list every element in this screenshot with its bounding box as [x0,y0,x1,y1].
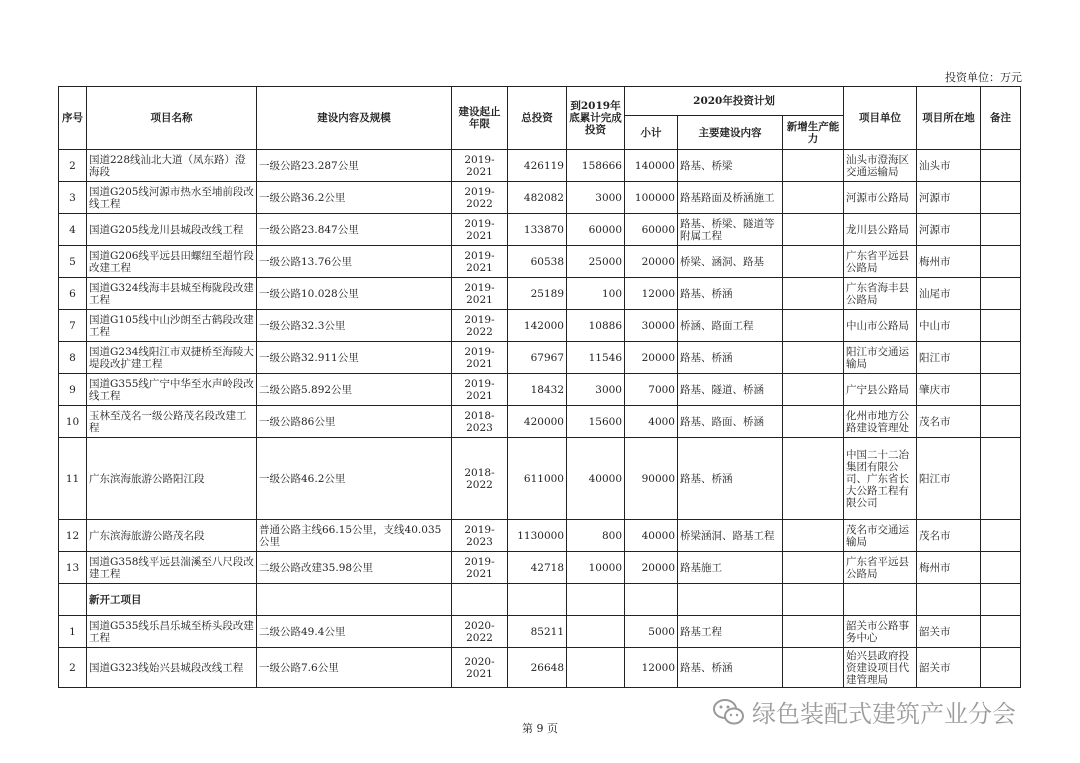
cell-unit: 广东省平远县公路局 [844,246,917,278]
table-row [59,278,1021,310]
cell-remark [981,520,1021,552]
cell-cumulative: 40000 [567,438,625,520]
cell-remark [981,342,1021,374]
watermark-text: 绿色装配式建筑产业分会 [752,700,1016,728]
table-row [59,182,1021,214]
cell-seq: 10 [59,406,87,438]
cell-cumulative [567,616,625,648]
cell-new-capacity [783,374,844,406]
cell-seq: 1 [59,616,87,648]
header-plan-2020: 2020年投资计划 [625,87,844,116]
investment-plan-table [58,86,1021,688]
cell-main-content: 路基、桥涵 [678,278,783,310]
cell-remark [981,214,1021,246]
table-row [59,406,1021,438]
cell-new-capacity [783,520,844,552]
cell-main-content: 桥梁、涵洞、路基 [678,246,783,278]
cell-content: 二级公路49.4公里 [257,616,452,648]
cell-new-capacity [783,406,844,438]
cell-subtotal: 140000 [625,150,678,182]
cell-name: 国道G205线河源市热水至埔前段改线工程 [87,182,257,214]
cell-cumulative: 800 [567,520,625,552]
table-row [59,342,1021,374]
cell-remark [981,552,1021,584]
cell-subtotal: 20000 [625,342,678,374]
cell-total: 26648 [508,648,567,688]
cell-cumulative: 10000 [567,552,625,584]
cell-location: 韶关市 [917,648,981,688]
cell-total: 133870 [508,214,567,246]
cell-main-content: 桥涵、路面工程 [678,310,783,342]
cell-name: 广东滨海旅游公路茂名段 [87,520,257,552]
cell-name: 国道G206线平远县田螺纽至超竹段改建工程 [87,246,257,278]
table-row [59,374,1021,406]
cell-remark [981,616,1021,648]
cell-subtotal: 100000 [625,182,678,214]
cell-new-capacity [783,182,844,214]
header-main-content: 主要建设内容 [678,116,783,150]
cell-total: 85211 [508,616,567,648]
cell-cumulative: 3000 [567,182,625,214]
cell-unit: 始兴县政府投资建设项目代建管理局 [844,648,917,688]
header-total: 总投资 [508,87,567,150]
cell-content: 二级公路改建35.98公里 [257,552,452,584]
table-row [59,552,1021,584]
cell-remark [981,438,1021,520]
cell-remark [981,648,1021,688]
cell-content: 一级公路23.287公里 [257,150,452,182]
empty-cell [625,584,678,616]
cell-new-capacity [783,438,844,520]
cell-years: 2019-2021 [452,246,508,278]
cell-total: 1130000 [508,520,567,552]
cell-unit: 中山市公路局 [844,310,917,342]
cell-unit: 龙川县公路局 [844,214,917,246]
cell-seq: 8 [59,342,87,374]
cell-years: 2019-2022 [452,310,508,342]
cell-location: 汕尾市 [917,278,981,310]
cell-new-capacity [783,278,844,310]
cell-name: 国道G105线中山沙朗至古鹤段改建工程 [87,310,257,342]
cell-new-capacity [783,552,844,584]
cell-name: 国道G358线平远县湍溪至八尺段改建工程 [87,552,257,584]
cell-location: 肇庆市 [917,374,981,406]
cell-subtotal: 90000 [625,438,678,520]
cell-cumulative: 100 [567,278,625,310]
cell-subtotal: 20000 [625,552,678,584]
cell-main-content: 路基工程 [678,616,783,648]
header-new-capacity: 新增生产能力 [783,116,844,150]
header-name: 项目名称 [87,87,257,150]
cell-location: 汕头市 [917,150,981,182]
cell-new-capacity [783,616,844,648]
cell-name: 国道G234线阳江市双捷桥至海陵大堤段改扩建工程 [87,342,257,374]
cell-content: 一级公路23.847公里 [257,214,452,246]
cell-years: 2020-2022 [452,616,508,648]
cell-remark [981,406,1021,438]
cell-main-content: 路基、桥涵 [678,438,783,520]
cell-main-content: 路基、桥涵 [678,342,783,374]
cell-subtotal: 4000 [625,406,678,438]
table-row [59,214,1021,246]
cell-location: 梅州市 [917,552,981,584]
wechat-icon [712,697,746,727]
cell-subtotal: 12000 [625,648,678,688]
cell-seq: 7 [59,310,87,342]
cell-name: 国道G323线始兴县城段改线工程 [87,648,257,688]
empty-cell [452,584,508,616]
cell-name: 玉林至茂名一级公路茂名段改建工程 [87,406,257,438]
cell-content: 一级公路36.2公里 [257,182,452,214]
table-row [59,520,1021,552]
cell-content: 一级公路32.911公里 [257,342,452,374]
section-title: 新开工项目 [87,584,257,616]
cell-content: 一级公路13.76公里 [257,246,452,278]
empty-cell [508,584,567,616]
empty-cell [783,584,844,616]
header-remark: 备注 [981,87,1021,150]
cell-content: 一级公路46.2公里 [257,438,452,520]
header-years: 建设起止年限 [452,87,508,150]
cell-new-capacity [783,342,844,374]
cell-years: 2019-2023 [452,520,508,552]
cell-remark [981,182,1021,214]
cell-years: 2019-2021 [452,150,508,182]
cell-years: 2020-2021 [452,648,508,688]
cell-content: 一级公路32.3公里 [257,310,452,342]
cell-location: 梅州市 [917,246,981,278]
cell-name: 国道G535线乐昌乐城至桥头段改建工程 [87,616,257,648]
cell-seq: 12 [59,520,87,552]
cell-location: 阳江市 [917,438,981,520]
table-row [59,616,1021,648]
cell-seq: 9 [59,374,87,406]
table-row [59,438,1021,520]
cell-total: 142000 [508,310,567,342]
cell-main-content: 路基、隧道、桥涵 [678,374,783,406]
cell-unit: 化州市地方公路建设管理处 [844,406,917,438]
cell-content: 一级公路86公里 [257,406,452,438]
page-number: 第 9 页 [522,722,558,735]
cell-total: 611000 [508,438,567,520]
cell-unit: 广宁县公路局 [844,374,917,406]
cell-location: 阳江市 [917,342,981,374]
cell-name: 广东滨海旅游公路阳江段 [87,438,257,520]
cell-name: 国道228线汕北大道（凤东路）澄海段 [87,150,257,182]
cell-seq: 2 [59,648,87,688]
table-row [59,310,1021,342]
cell-seq: 5 [59,246,87,278]
cell-cumulative: 3000 [567,374,625,406]
cell-name: 国道G324线海丰县城至梅陇段改建工程 [87,278,257,310]
cell-seq: 13 [59,552,87,584]
cell-total: 426119 [508,150,567,182]
cell-subtotal: 12000 [625,278,678,310]
cell-total: 18432 [508,374,567,406]
cell-remark [981,246,1021,278]
header-seq: 序号 [59,87,87,150]
header-location: 项目所在地 [917,87,981,150]
cell-location: 茂名市 [917,406,981,438]
cell-years: 2018-2022 [452,438,508,520]
cell-name: 国道G205线龙川县城段改线工程 [87,214,257,246]
table-row [59,246,1021,278]
cell-total: 60538 [508,246,567,278]
cell-years: 2018-2023 [452,406,508,438]
cell-new-capacity [783,648,844,688]
cell-location: 河源市 [917,182,981,214]
cell-new-capacity [783,150,844,182]
empty-cell [567,584,625,616]
cell-subtotal: 60000 [625,214,678,246]
cell-total: 482082 [508,182,567,214]
investment-unit-label: 投资单位：万元 [945,71,1022,84]
cell-name: 国道G355线广宁中华至水声岭段改线工程 [87,374,257,406]
watermark [712,694,1016,729]
cell-unit: 广东省海丰县公路局 [844,278,917,310]
cell-subtotal: 30000 [625,310,678,342]
cell-total: 25189 [508,278,567,310]
cell-cumulative: 10886 [567,310,625,342]
cell-new-capacity [783,214,844,246]
cell-location: 韶关市 [917,616,981,648]
cell-unit: 韶关市公路事务中心 [844,616,917,648]
cell-seq: 2 [59,150,87,182]
empty-cell [257,584,452,616]
cell-content: 一级公路7.6公里 [257,648,452,688]
cell-new-capacity [783,310,844,342]
table-row [59,150,1021,182]
section-row [59,584,1021,616]
cell-remark [981,310,1021,342]
cell-seq: 3 [59,182,87,214]
cell-main-content: 路基、路面、桥涵 [678,406,783,438]
cell-total: 420000 [508,406,567,438]
table-row [59,648,1021,688]
cell-unit: 汕头市澄海区交通运输局 [844,150,917,182]
cell-cumulative: 158666 [567,150,625,182]
cell-main-content: 路基、桥梁 [678,150,783,182]
empty-cell [59,584,87,616]
cell-years: 2019-2021 [452,214,508,246]
cell-new-capacity [783,246,844,278]
cell-cumulative: 11546 [567,342,625,374]
cell-subtotal: 7000 [625,374,678,406]
cell-seq: 6 [59,278,87,310]
cell-unit: 河源市公路局 [844,182,917,214]
cell-years: 2019-2021 [452,342,508,374]
cell-location: 河源市 [917,214,981,246]
empty-cell [678,584,783,616]
cell-unit: 广东省平远县公路局 [844,552,917,584]
cell-unit: 茂名市交通运输局 [844,520,917,552]
empty-cell [981,584,1021,616]
cell-total: 67967 [508,342,567,374]
cell-main-content: 桥梁涵洞、路基工程 [678,520,783,552]
header-content: 建设内容及规模 [257,87,452,150]
cell-content: 一级公路10.028公里 [257,278,452,310]
cell-main-content: 路基施工 [678,552,783,584]
cell-location: 茂名市 [917,520,981,552]
cell-main-content: 路基、桥涵 [678,648,783,688]
cell-years: 2019-2021 [452,278,508,310]
cell-remark [981,374,1021,406]
cell-seq: 11 [59,438,87,520]
empty-cell [844,584,917,616]
empty-cell [917,584,981,616]
cell-subtotal: 5000 [625,616,678,648]
cell-unit: 中国二十二冶集团有限公司、广东省长大公路工程有限公司 [844,438,917,520]
cell-content: 普通公路主线66.15公里，支线40.035公里 [257,520,452,552]
header-subtotal: 小计 [625,116,678,150]
cell-main-content: 路基、桥梁、隧道等附属工程 [678,214,783,246]
cell-remark [981,278,1021,310]
cell-subtotal: 20000 [625,246,678,278]
cell-cumulative: 60000 [567,214,625,246]
cell-content: 二级公路5.892公里 [257,374,452,406]
cell-years: 2019-2022 [452,182,508,214]
cell-location: 中山市 [917,310,981,342]
cell-cumulative: 25000 [567,246,625,278]
cell-subtotal: 40000 [625,520,678,552]
cell-unit: 阳江市交通运输局 [844,342,917,374]
cell-remark [981,150,1021,182]
cell-years: 2019-2021 [452,374,508,406]
cell-main-content: 路基路面及桥涵施工 [678,182,783,214]
header-cumulative: 到2019年底累计完成投资 [567,87,625,150]
cell-total: 42718 [508,552,567,584]
cell-cumulative [567,648,625,688]
cell-cumulative: 15600 [567,406,625,438]
cell-years: 2019-2021 [452,552,508,584]
header-unit: 项目单位 [844,87,917,150]
cell-seq: 4 [59,214,87,246]
